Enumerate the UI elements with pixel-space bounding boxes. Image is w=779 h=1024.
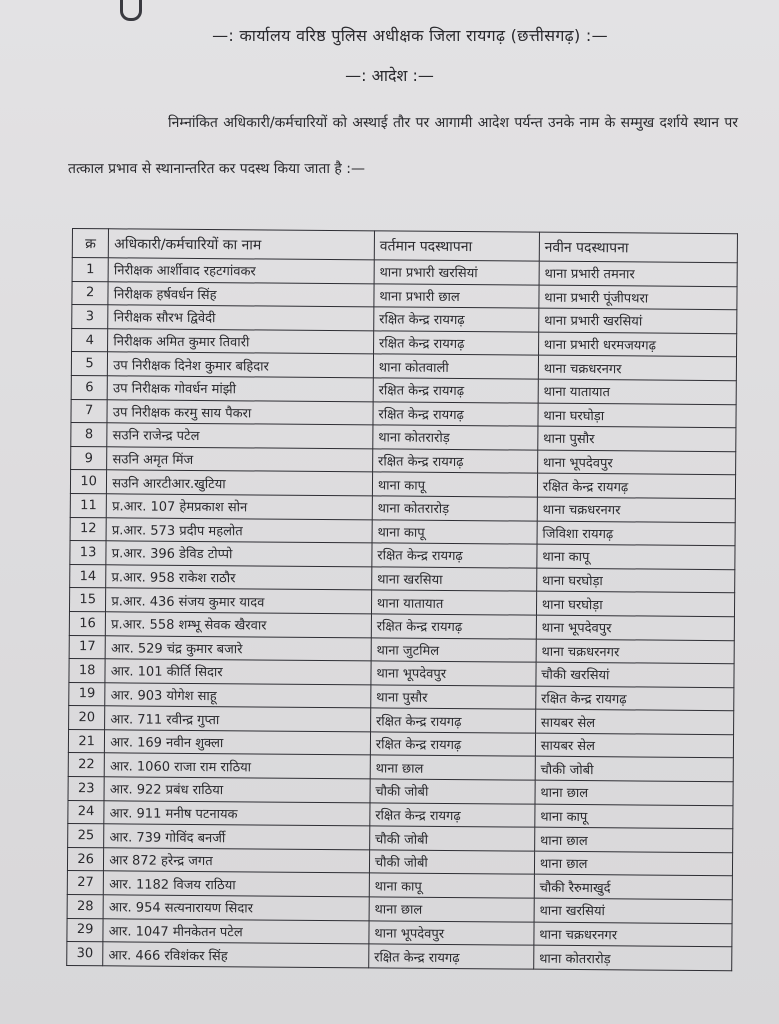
row-serial: 20: [69, 706, 105, 730]
row-name: आर. 169 नवीन शुक्ला: [105, 730, 371, 756]
row-current-posting: थाना पुसौर: [371, 685, 536, 710]
row-current-posting: थाना यातायात: [371, 590, 536, 615]
row-name: आर. 101 कीर्ति सिदार: [105, 659, 371, 685]
office-heading: —: कार्यालय वरिष्ठ पुलिस अधीक्षक जिला रायगढ़ (छत्तीसगढ़) :—: [212, 26, 608, 45]
row-name: आर. 1060 राजा राम राठिया: [104, 753, 370, 779]
row-serial: 30: [67, 942, 103, 966]
row-serial: 11: [70, 493, 106, 517]
row-serial: 13: [70, 541, 106, 565]
row-new-posting: जिविशा रायगढ़: [537, 521, 735, 546]
row-new-posting: रक्षित केन्द्र रायगढ़: [537, 474, 735, 499]
row-name: सउनि राजेन्द्र पटेल: [107, 423, 373, 449]
row-name: आर. 739 गोविंद बनर्जी: [104, 824, 370, 850]
row-new-posting: थाना प्रभारी धरमजयगढ़: [538, 332, 736, 357]
row-new-posting: थाना घरघोड़ा: [536, 568, 734, 593]
row-current-posting: रक्षित केन्द्र रायगढ़: [369, 944, 534, 969]
row-name: आर. 466 रविशंकर सिंह: [103, 942, 369, 968]
row-new-posting: थाना चक्रधरनगर: [538, 356, 736, 381]
row-serial: 12: [70, 517, 106, 541]
row-serial: 8: [71, 423, 107, 447]
row-current-posting: थाना प्रभारी खरसियां: [374, 260, 539, 285]
row-new-posting: थाना चक्रधरनगर: [534, 922, 732, 947]
row-new-posting: थाना छाल: [535, 780, 733, 805]
row-name: उप निरीक्षक गोवर्धन मांझी: [107, 376, 373, 402]
row-new-posting: चौकी जोबी: [535, 757, 733, 782]
row-name: निरीक्षक हर्षवर्धन सिंह: [108, 281, 374, 307]
row-name: निरीक्षक सौरभ द्विवेदी: [108, 305, 374, 331]
row-serial: 6: [71, 375, 107, 399]
header-new-posting: नवीन पदस्थापना: [539, 232, 737, 263]
row-name: आर. 903 योगेश साहू: [105, 682, 371, 708]
row-serial: 22: [68, 753, 104, 777]
row-serial: 28: [67, 895, 103, 919]
row-current-posting: रक्षित केन्द्र रायगढ़: [372, 449, 537, 474]
row-serial: 19: [69, 682, 105, 706]
row-serial: 16: [69, 611, 105, 635]
header-name: अधिकारी/कर्मचारियों का नाम: [109, 229, 375, 260]
row-serial: 1: [72, 258, 108, 282]
row-current-posting: रक्षित केन्द्र रायगढ़: [370, 708, 535, 733]
row-current-posting: थाना छाल: [369, 897, 534, 922]
row-current-posting: रक्षित केन्द्र रायगढ़: [373, 378, 538, 403]
row-name: उप निरीक्षक करमु साय पैकरा: [107, 399, 373, 425]
order-title: —: आदेश :—: [345, 66, 434, 85]
row-name: आर 872 हरेन्द्र जगत: [104, 848, 370, 874]
row-current-posting: थाना छाल: [370, 755, 535, 780]
row-new-posting: थाना घरघोड़ा: [536, 591, 734, 616]
row-new-posting: चौकी खरसियां: [536, 662, 734, 687]
row-new-posting: चौकी रैरुमाखुर्द: [534, 875, 732, 900]
row-current-posting: थाना कोतवाली: [373, 354, 538, 379]
row-new-posting: थाना छाल: [534, 827, 732, 852]
row-serial: 26: [67, 847, 103, 871]
row-current-posting: रक्षित केन्द्र रायगढ़: [373, 401, 538, 426]
row-current-posting: थाना कोतरारोड़: [373, 425, 538, 450]
row-current-posting: चौकी जोबी: [370, 779, 535, 804]
row-current-posting: थाना जुटमिल: [371, 637, 536, 662]
row-new-posting: थाना छाल: [534, 851, 732, 876]
row-new-posting: थाना भूपदेवपुर: [537, 450, 735, 475]
row-current-posting: थाना प्रभारी छाल: [374, 283, 539, 308]
row-serial: 24: [68, 800, 104, 824]
row-serial: 18: [69, 659, 105, 683]
row-name: आर. 1182 विजय राठिया: [104, 871, 370, 897]
intro-paragraph: निम्नांकित अधिकारी/कर्मचारियों को अस्थाई तौर पर आगामी आदेश पर्यन्त उनके नाम के सम्मुख दर्शाये स्थान पर तत्काल प्रभाव से स्थानान्तरित कर पदस्थ किया जाता है :—: [68, 115, 738, 177]
row-name: आर. 529 चंद्र कुमार बजारे: [105, 635, 371, 661]
row-name: प्र.आर. 558 शम्भू सेवक खैरवार: [106, 612, 372, 638]
row-new-posting: थाना प्रभारी तमनार: [539, 261, 737, 286]
row-new-posting: थाना कापू: [537, 544, 735, 569]
row-current-posting: रक्षित केन्द्र रायगढ़: [373, 331, 538, 356]
row-current-posting: थाना कोतरारोड़: [372, 496, 537, 521]
row-name: सउनि आरटीआर.खुटिया: [107, 470, 373, 496]
row-current-posting: रक्षित केन्द्र रायगढ़: [372, 543, 537, 568]
row-new-posting: थाना प्रभारी खरसियां: [539, 308, 737, 333]
row-serial: 21: [68, 729, 104, 753]
row-serial: 5: [71, 352, 107, 376]
row-new-posting: थाना घरघोड़ा: [538, 403, 736, 428]
row-new-posting: थाना यातायात: [538, 379, 736, 404]
row-name: प्र.आर. 573 प्रदीप महलोत: [106, 517, 372, 543]
row-new-posting: थाना भूपदेवपुर: [536, 615, 734, 640]
row-name: आर. 954 सत्यनारायण सिदार: [103, 895, 369, 921]
row-new-posting: रक्षित केन्द्र रायगढ़: [536, 686, 734, 711]
row-name: प्र.आर. 396 डेविड टोप्पो: [106, 541, 372, 567]
row-serial: 9: [71, 446, 107, 470]
row-serial: 3: [72, 305, 108, 329]
row-name: निरीक्षक अमित कुमार तिवारी: [108, 329, 374, 355]
row-name: आर. 711 रवीन्द्र गुप्ता: [105, 706, 371, 732]
row-serial: 10: [70, 470, 106, 494]
row-serial: 2: [72, 281, 108, 305]
row-current-posting: रक्षित केन्द्र रायगढ़: [370, 732, 535, 757]
row-current-posting: रक्षित केन्द्र रायगढ़: [371, 614, 536, 639]
row-serial: 7: [71, 399, 107, 423]
row-name: सउनि अमृत मिंज: [107, 447, 373, 473]
row-serial: 23: [68, 777, 104, 801]
row-current-posting: थाना खरसिया: [372, 567, 537, 592]
transfer-table: [66, 228, 738, 971]
row-serial: 15: [69, 588, 105, 612]
row-new-posting: थाना कापू: [535, 804, 733, 829]
row-new-posting: थाना प्रभारी पूंजीपथरा: [539, 285, 737, 310]
row-current-posting: थाना कापू: [372, 472, 537, 497]
row-serial: 29: [67, 918, 103, 942]
row-new-posting: थाना चक्रधरनगर: [536, 639, 734, 664]
row-current-posting: रक्षित केन्द्र रायगढ़: [374, 307, 539, 332]
row-serial: 14: [70, 564, 106, 588]
row-new-posting: थाना खरसियां: [534, 898, 732, 923]
row-current-posting: रक्षित केन्द्र रायगढ़: [370, 803, 535, 828]
row-name: प्र.आर. 107 हेमप्रकाश सोन: [107, 494, 373, 520]
row-serial: 27: [67, 871, 103, 895]
row-name: उप निरीक्षक दिनेश कुमार बहिदार: [108, 352, 374, 378]
row-current-posting: थाना कापू: [369, 873, 534, 898]
row-name: निरीक्षक आर्शीवाद रहटगांवकर: [108, 258, 374, 284]
header-serial: क्र: [72, 229, 109, 258]
row-current-posting: थाना भूपदेवपुर: [369, 920, 534, 945]
row-new-posting: सायबर सेल: [535, 733, 733, 758]
row-serial: 25: [68, 824, 104, 848]
row-current-posting: चौकी जोबी: [369, 850, 534, 875]
header-current-posting: वर्तमान पदस्थापना: [374, 231, 539, 261]
row-name: प्र.आर. 436 संजय कुमार यादव: [106, 588, 372, 614]
row-new-posting: थाना कोतरारोड़: [534, 945, 732, 970]
row-name: आर. 911 मनीष पटनायक: [104, 800, 370, 826]
row-new-posting: थाना चक्रधरनगर: [537, 497, 735, 522]
ink-mark: [120, 0, 142, 21]
row-name: आर. 1047 मीनकेतन पटेल: [103, 918, 369, 944]
table-row: [67, 942, 732, 971]
row-name: आर. 922 प्रबंध राठिया: [104, 777, 370, 803]
row-current-posting: चौकी जोबी: [370, 826, 535, 851]
row-new-posting: सायबर सेल: [535, 709, 733, 734]
row-serial: 4: [72, 328, 108, 352]
row-current-posting: थाना भूपदेवपुर: [371, 661, 536, 686]
row-new-posting: थाना पुसौर: [538, 426, 736, 451]
row-name: प्र.आर. 958 राकेश राठौर: [106, 564, 372, 590]
row-serial: 17: [69, 635, 105, 659]
row-current-posting: थाना कापू: [372, 519, 537, 544]
